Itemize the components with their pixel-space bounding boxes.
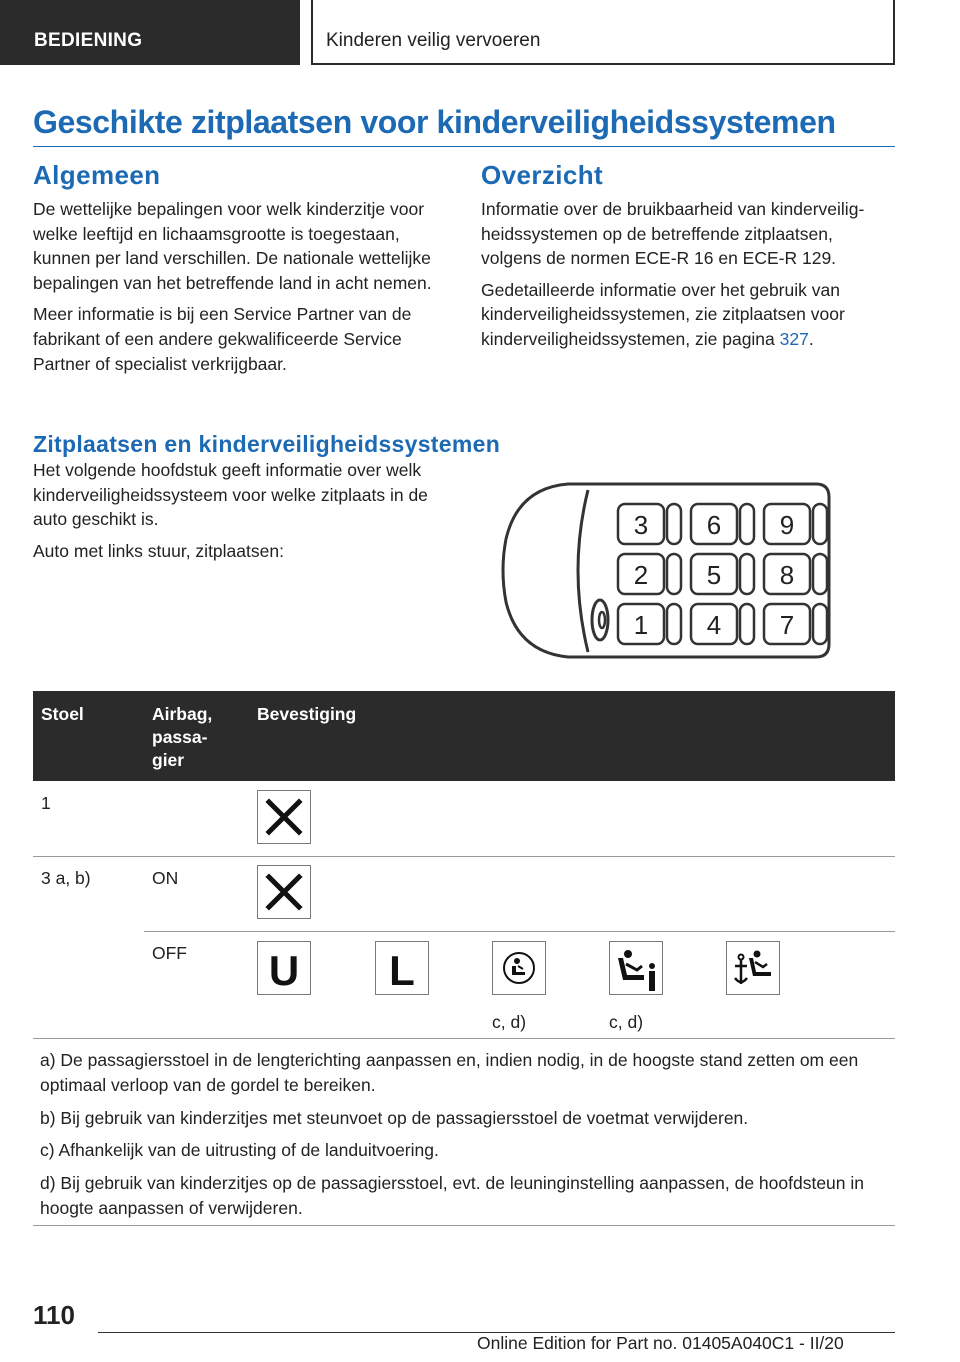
chapter-tab <box>311 0 895 65</box>
seat-backrest <box>667 604 681 644</box>
seat-number: 3 <box>633 510 649 540</box>
row3-airbag: OFF <box>152 943 187 963</box>
seat-backrest <box>740 554 754 594</box>
seat-number: 9 <box>779 510 795 540</box>
general-paragraph-2: Meer informatie is bij een Service Partner van de fabrikant of een andere gekwalificeerde Service Partner of specialist verkrijgbaar. <box>33 304 412 374</box>
section-label: BEDIENING <box>34 30 143 51</box>
seat-backrest <box>740 604 754 644</box>
seat-number: 1 <box>633 610 649 640</box>
overview-paragraph-1: Informatie over de bruikbaarheid van kinderveiligheidssystemen op de betreffende zitplaatsen, volgens de normen ECE-R 16 en ECE-R 129. <box>481 199 865 269</box>
row2-airbag: ON <box>152 868 179 888</box>
page-link[interactable]: 327 <box>779 328 809 349</box>
u-icon <box>257 941 311 995</box>
seats-paragraph-2: Auto met links stuur, zitplaatsen: <box>33 540 284 561</box>
table-header <box>33 691 895 781</box>
overview-paragraph-2-text: Gedetailleerde informatie over het gebruik van kinderveiligheidssystemen, zie zitplaatsen voor kinderveiligheidssystemen, zie pagina <box>481 279 845 349</box>
row-divider <box>144 931 895 932</box>
footnote-d: d) Bij gebruik van kinderzitjes op de passagiersstoel, evt. de leuninginstelling aanpassen, de hoofdsteun in hoogte aanpassen of verwijderen. <box>40 1173 864 1218</box>
seat-backrest <box>813 504 827 544</box>
row-divider <box>33 856 895 857</box>
seat-number: 5 <box>706 560 722 590</box>
svg-text:U: U <box>268 947 300 994</box>
general-paragraph-1: De wettelijke bepalingen voor welk kinderzitje voor welke leeftijd en lichaamsgrootte is toegestaan, kunnen per land verschillen. De nationale wettelijke bepalingen van het betreffende land in acht nemen. <box>33 199 432 293</box>
child-seat-i-size-icon <box>609 941 663 995</box>
seat-backrest <box>813 604 827 644</box>
car-outline-icon <box>498 482 831 659</box>
seats-heading: Zitplaatsen en kinderveiligheidssystemen <box>33 431 501 457</box>
seat-backrest <box>667 554 681 594</box>
footnote-divider <box>33 1225 895 1226</box>
seat-backrest <box>740 504 754 544</box>
caption-c-d: c, d) <box>609 1012 644 1032</box>
title-divider <box>33 146 895 147</box>
header-stoel: Stoel <box>41 704 84 724</box>
row-divider <box>33 1038 895 1039</box>
seat-number: 2 <box>633 560 649 590</box>
seat-number: 4 <box>706 610 722 640</box>
footnote-b: b) Bij gebruik van kinderzitjes met steunvoet op de passagiersstoel de voetmat verwijderen. <box>40 1108 749 1128</box>
seats-paragraph-1: Het volgende hoofdstuk geeft informatie over welk kinderveiligheidssysteem voor welke zitplaats in de auto geschikt is. <box>33 460 428 530</box>
footnote-c: c) Afhankelijk van de uitrusting of de landuitvoering. <box>40 1140 439 1160</box>
section-tab <box>0 0 300 65</box>
seat-number: 7 <box>779 610 795 640</box>
overview-heading: Overzicht <box>481 160 604 190</box>
overview-paragraph-2 <box>481 278 893 352</box>
caption-c-d: c, d) <box>492 1012 527 1032</box>
seat-number: 6 <box>706 510 722 540</box>
l-icon <box>375 941 429 995</box>
child-seat-anchor-icon <box>726 941 780 995</box>
edition-label: Online Edition for Part no. 01405A040C1 - II/20 <box>477 1333 844 1353</box>
cross-icon <box>257 790 311 844</box>
header-airbag: Airbag, passagier <box>152 704 213 770</box>
period: . <box>808 328 814 349</box>
svg-text:L: L <box>389 947 415 994</box>
seat-number: 8 <box>779 560 795 590</box>
page-title: Geschikte zitplaatsen voor kinderveiligheidssystemen <box>33 104 836 140</box>
seat-backrest <box>813 554 827 594</box>
seats-text <box>33 458 433 570</box>
page-number: 110 <box>33 1300 75 1330</box>
child-seat-icon <box>492 941 546 995</box>
general-heading: Algemeen <box>33 160 161 190</box>
row2-stoel: 3 a, b) <box>41 868 91 888</box>
seat-diagram <box>498 482 831 659</box>
footnote-a: a) De passagiersstoel in de lengterichting aanpassen en, indien nodig, in de hoogste stand zetten om een optimaal verloop van de gordel te bereiken. <box>40 1050 859 1095</box>
seat-backrest <box>667 504 681 544</box>
general-section <box>33 160 445 383</box>
chapter-label: Kinderen veilig vervoeren <box>326 30 541 51</box>
overview-section <box>481 160 893 359</box>
header-bevestiging: Bevestiging <box>257 704 357 724</box>
cross-icon <box>257 865 311 919</box>
row1-stoel: 1 <box>41 793 51 813</box>
